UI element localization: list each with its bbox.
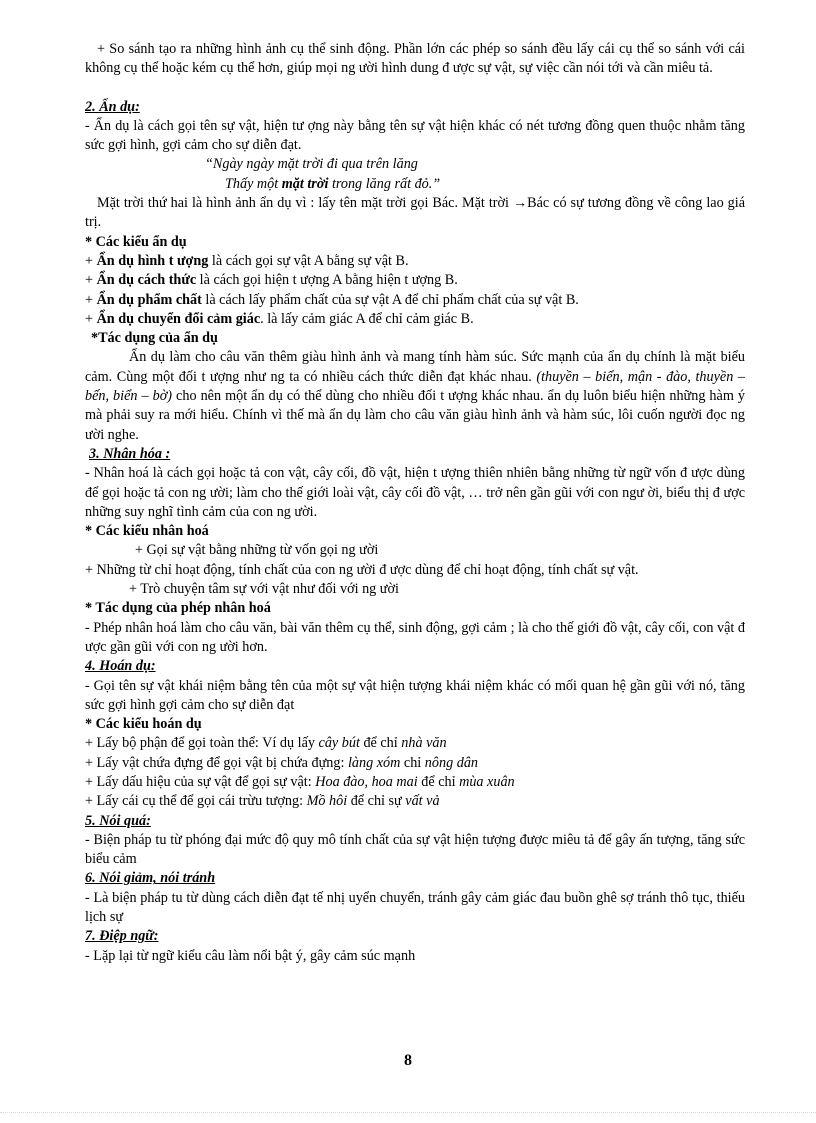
quote-line-2: Thấy một mặt trời trong lăng rất đỏ.” <box>225 175 441 192</box>
page-bottom-divider <box>0 1112 816 1113</box>
nhan-hoa-effect: - Phép nhân hoá làm cho câu văn, bài văn thêm cụ thể, sinh động, gợi cảm ; là cho thế giới đồ vật, cây cối, con vật đ ược gần gũi với con ng ười hơn. <box>85 619 745 655</box>
an-du-explanation: Mặt trời thứ hai là hình ảnh ẩn dụ vì : lấy tên mặt trời gọi Bác. Mặt trời →Bác có sự tương đồng về công lao giá trị. <box>85 195 745 231</box>
section-heading-hoan-du: 4. Hoán dụ: <box>85 658 156 675</box>
hoan-du-type-4: + Lấy cái cụ thể để gọi cái trừu tượng: Mồ hôi để chỉ sự vất vả <box>85 793 440 810</box>
quote-line-1: “Ngày ngày mặt trời đi qua trên lăng <box>205 156 418 173</box>
section-heading-noi-giam: 6. Nói giảm, nói tránh <box>85 870 216 887</box>
diep-ngu-definition: - Lặp lại từ ngữ kiểu câu làm nổi bật ý, gây cảm súc mạnh <box>85 947 416 964</box>
arrow-right-icon: → <box>512 195 528 212</box>
an-du-definition: - Ẩn dụ là cách gọi tên sự vật, hiện tư ợng này bằng tên sự vật hiện khác có nét tương đồng quen thuộc nhằm tăng sức gợi hình, gợi cảm cho sự diễn đạt. <box>85 117 745 154</box>
an-du-types-heading: * Các kiểu ẩn dụ <box>85 233 187 250</box>
hoan-du-definition: - Gọi tên sự vật khái niệm bằng tên của một sự vật hiện tượng khái niệm khác có mối quan hệ gần gũi với nó, tăng sức gợi hình gợi cảm cho sự diễn đạt <box>85 677 745 713</box>
nhan-hoa-effect-heading: * Tác dụng của phép nhân hoá <box>85 600 271 617</box>
noi-qua-definition: - Biện pháp tu từ phóng đại mức độ quy mô tính chất của sự vật hiện tượng được miêu tả để gây ấn tượng, tăng sức biểu cảm <box>85 831 745 868</box>
section-heading-nhan-hoa: 3. Nhân hóa : <box>89 445 171 462</box>
an-du-effect: Ẩn dụ làm cho câu văn thêm giàu hình ảnh và mang tính hàm súc. Sức mạnh của ẩn dụ chính là mặt biểu cảm. Cùng một đối t ượng như ng ta có nhiều cách thức diễn đạt khác nhau. (thuyền – biển, mận - đào, thuyền – bến, biển – bờ) cho nên một ẩn dụ có thể dùng cho nhiều đối t ượng khác nhau. ẩn dụ luôn biểu hiện những hàm ý mà phải suy ra mới hiểu. Chính vì thế mà ẩn dụ làm cho câu văn giàu hình ảnh và hàm súc, lôi cuốn người đọc ng ười nghe. <box>85 349 745 443</box>
section-heading-diep-ngu: 7. Điệp ngữ: <box>85 928 159 945</box>
hoan-du-types-heading: * Các kiểu hoán dụ <box>85 716 202 733</box>
an-du-type-3: + Ẩn dụ phẩm chất là cách lấy phẩm chất của sự vật A để chỉ phẩm chất của sự vật B. <box>85 291 579 308</box>
an-du-type-4: + Ẩn dụ chuyển đổi cảm giác. là lấy cảm giác A để chỉ cảm giác B. <box>85 310 474 327</box>
nhan-hoa-definition: - Nhân hoá là cách gọi hoặc tả con vật, cây cối, đồ vật, hiện t ượng thiên nhiên bằng những từ ngữ vốn đ ược dùng để gọi hoặc tả con ng ười; làm cho thế giới loài vật, cây cối đồ vật, … trở nên gần gũi với con ngư ời, biểu thị đ ược những suy nghĩ tình cảm của con ng ười. <box>85 465 745 520</box>
hoan-du-type-3: + Lấy dấu hiệu của sự vật để gọi sự vật: Hoa đào, hoa mai để chỉ mùa xuân <box>85 773 515 790</box>
nhan-hoa-type-2: + Những từ chỉ hoạt động, tính chất của con ng ười đ ược dùng để chỉ hoạt động, tính chất sự vật. <box>85 561 639 578</box>
hoan-du-type-2: + Lấy vật chứa đựng để gọi vật bị chứa đựng: làng xóm chỉ nông dân <box>85 754 478 771</box>
an-du-effect-heading: *Tác dụng của ẩn dụ <box>91 330 218 347</box>
hoan-du-type-1: + Lấy bộ phận để gọi toàn thể: Ví dụ lấy cây bút để chỉ nhà văn <box>85 735 447 752</box>
section-heading-an-du: 2. Ẩn dụ: <box>85 98 140 115</box>
page-number: 8 <box>404 1052 412 1069</box>
nhan-hoa-types-heading: * Các kiểu nhân hoá <box>85 523 209 540</box>
an-du-type-1: + Ẩn dụ hình t ượng là cách gọi sự vật A bằng sự vật B. <box>85 252 409 269</box>
section-heading-noi-qua: 5. Nói quá: <box>85 812 151 829</box>
an-du-type-2: + Ẩn dụ cách thức là cách gọi hiện t ượng A bằng hiện t ượng B. <box>85 272 458 289</box>
document-body <box>85 40 745 966</box>
nhan-hoa-type-1: + Gọi sự vật bằng những từ vốn gọi ng ười <box>135 542 379 559</box>
noi-giam-definition: - Là biện pháp tu từ dùng cách diễn đạt tế nhị uyển chuyển, tránh gây cảm giác đau buồn ghê sợ tránh thô tục, thiếu lịch sự <box>85 889 745 926</box>
nhan-hoa-type-3: + Trò chuyện tâm sự với vật như đối với ng ười <box>129 581 399 598</box>
intro-paragraph: + So sánh tạo ra những hình ảnh cụ thể sinh động. Phần lớn các phép so sánh đều lấy cái cụ thể so sánh với cái không cụ thể hoặc kém cụ thể hơn, giúp mọi ng ười hình dung đ ược sự vật, sự việc cần nói tới và cần miêu tả. <box>85 41 745 77</box>
